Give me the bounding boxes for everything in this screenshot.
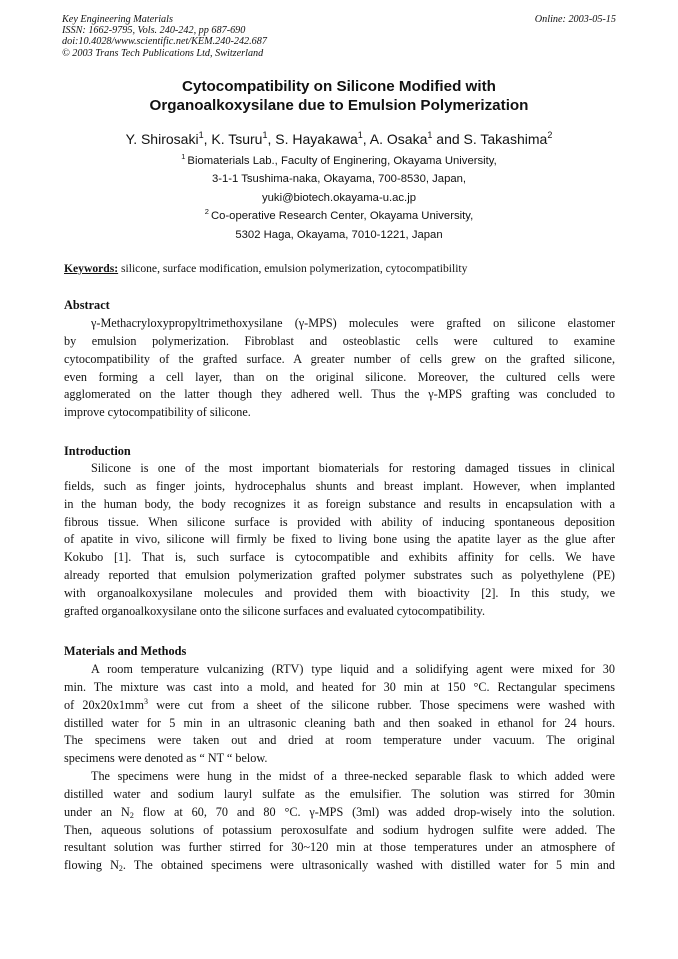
- introduction-line: fields, such as finger joints, hydrocephalus shunts and breast implant. However, when implanted: [64, 478, 615, 493]
- methods-line: distilled water for 5 min in an ultrasonic cleaning bath and then soaked in ethanol for 24 hours.: [64, 715, 615, 730]
- author-affiliation-mark: 1: [357, 130, 363, 140]
- author-affiliation-mark: 1: [262, 130, 268, 140]
- affiliations: [30, 152, 648, 244]
- nitrogen-subscript: 2: [129, 810, 134, 820]
- introduction-line: Kokubo [1]. That is, such surface is cytocompatible and exhibits affinity for cells. We have: [64, 550, 615, 565]
- methods-line: The specimens were hung in the midst of a three-necked separable flask to which added were: [91, 769, 615, 784]
- abstract-heading: Abstract: [64, 298, 110, 312]
- keywords: [64, 262, 467, 276]
- abstract-body: [64, 315, 615, 422]
- methods-line: flowing $N_2$. The obtained specimens were ultrasonically washed with distilled water for 5 min and: [64, 858, 615, 874]
- methods-line: A room temperature vulcanizing (RTV) type liquid and a solidifying agent were mixed for 30: [91, 662, 615, 676]
- methods-line: Then, aqueous solutions of potassium peroxosulfate and sodium hydrogen sulfite were added. The: [64, 822, 615, 837]
- nitrogen-subscript: 2: [118, 864, 123, 874]
- abstract-line: by emulsion polymerization. Fibroblast and osteoblastic cells were cultured to examine: [64, 333, 615, 348]
- keywords-label: Keywords:: [64, 262, 119, 275]
- abstract-line: agglomerated on the latter though they adhered well. Thus the γ-MPS grafting was concluded to: [64, 387, 615, 402]
- methods-line: distilled water and sodium lauryl sulfate as the emulsifier. The solution was stirred for 30min: [64, 786, 615, 801]
- affiliation-1-line-2: 3-1-1 Tsushima-naka, Okayama, 700-8530, Japan,: [211, 173, 467, 186]
- introduction-body: [64, 460, 615, 621]
- author-separator: ,: [267, 131, 276, 147]
- author-email: yuki@biotech.okayama-u.ac.jp: [261, 191, 416, 204]
- author-affiliation-mark: 1: [427, 130, 433, 140]
- methods-line: min. The mixture was cast into a mold, and heated for 30 min at 150 °C. Rectangular specimens: [64, 679, 615, 694]
- affiliation-2-line-2: 5302 Haga, Okayama, 7010-1221, Japan: [235, 228, 443, 241]
- methods-heading: Materials and Methods: [64, 644, 187, 658]
- introduction-line: already reported that emulsion polymerization grafted polymer substrates such as polyethylene (PE): [64, 568, 615, 583]
- introduction-line: in the human body, the body recognizes it as foreign substance and results in encapsulation with a: [64, 496, 615, 511]
- abstract-line: even forming a cell layer, than on the original silicone. Moreover, the cultured cells were: [64, 369, 615, 384]
- author: S. Hayakawa: [275, 131, 358, 147]
- keywords-text: silicone, surface modification, emulsion polymerization, cytocompatibility: [118, 262, 468, 275]
- author-affiliation-mark: 2: [547, 130, 553, 140]
- methods-line: The specimens were taken out and dried at room temperature under vacuum. The original: [64, 733, 615, 748]
- title-line-2: Organoalkoxysilane due to Emulsion Polymerization: [149, 96, 529, 114]
- journal-header: [62, 14, 267, 59]
- introduction-line: of apatite in vivo, silicone will firmly be fixed to living bone using the apatite layer as the glue after: [64, 532, 615, 547]
- copyright-line: © 2003 Trans Tech Publications Ltd, Switzerland: [62, 47, 264, 59]
- affiliation-2-line-1: $^2$ Co-operative Research Center, Okayama University,: [204, 207, 474, 223]
- paper-title: [40, 78, 638, 115]
- methods-body: [64, 661, 615, 875]
- doi-line: doi:10.4028/www.scientific.net/KEM.240-242.687: [62, 36, 267, 48]
- methods-line: of $20x20x1mm^3$ were cut from a sheet of the silicone rubber. Those specimens were washed with: [64, 696, 615, 712]
- issn-line: ISSN: 1662-9795, Vols. 240-242, pp 687-690: [62, 25, 246, 37]
- author: S. Takashima: [463, 131, 548, 147]
- methods-line: under an $N_2$ flow at 60, 70 and 80 °C. γ-MPS (3ml) was added drop-wisely into the solution.: [64, 804, 615, 820]
- introduction-heading: Introduction: [64, 444, 131, 458]
- title-line-1: Cytocompatibility on Silicone Modified with: [182, 78, 496, 95]
- abstract-line: γ-Methacryloxypropyltrimethoxysilane (γ-MPS) molecules were grafted on silicone elastomer: [91, 316, 615, 330]
- author-list: [30, 130, 648, 148]
- introduction-line: with organoalkoxysilane molecules and provided them with bioactivity [2]. In this study, we: [64, 585, 615, 600]
- cubic-superscript: 3: [143, 696, 148, 706]
- journal-name: Key Engineering Materials: [62, 14, 173, 25]
- online-date: Online: 2003-05-15: [534, 14, 616, 25]
- author: A. Osaka: [369, 131, 428, 147]
- introduction-line: grafted organoalkoxysilane onto the silicone surfaces and evaluated cytocompatibility.: [64, 603, 486, 618]
- methods-line: specimens were denoted as “ NT “ below.: [64, 751, 268, 766]
- affiliation-mark: 2: [204, 207, 209, 217]
- author-separator: and: [432, 131, 464, 147]
- introduction-line: fibrous tissue. When silicone surface is provided with ability of inducing spontaneous deposition: [64, 514, 615, 529]
- abstract-line: cytocompatibility of the grafted surface. A greater number of cells grew on the grafted silicone,: [64, 351, 615, 366]
- introduction-line: Silicone is one of the most important biomaterials for restoring damaged tissues in clinical: [91, 461, 615, 475]
- author-separator: ,: [362, 131, 370, 147]
- methods-line: resultant solution was further stirred for 30~120 min at those temperatures under an atmosphere of: [64, 840, 615, 855]
- author-affiliation-mark: 1: [198, 130, 204, 140]
- affiliation-1-line-1: $^1$ Biomaterials Lab., Faculty of Enginering, Okayama University,: [181, 152, 497, 167]
- author-separator: ,: [203, 131, 212, 147]
- abstract-line: improve cytocompatibility of silicone.: [64, 405, 251, 420]
- affiliation-mark: 1: [181, 152, 186, 161]
- author: Y. Shirosaki: [125, 131, 199, 147]
- author: K. Tsuru: [211, 131, 263, 147]
